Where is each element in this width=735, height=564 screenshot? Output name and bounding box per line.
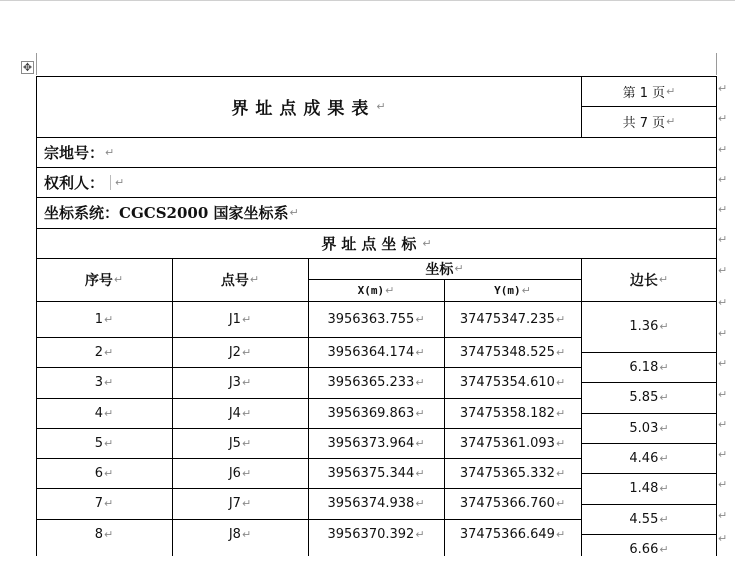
x-cell[interactable]: 3956370.392 ↵ [327, 526, 425, 542]
edge-cell[interactable]: 5.85 ↵ [629, 390, 669, 405]
seq-cell[interactable]: 4 ↵ [94, 405, 114, 421]
seq-cell[interactable]: 5 ↵ [94, 435, 114, 451]
row-end-mark: ↵ [718, 388, 728, 401]
section-title: 界址点坐标 ↵ [321, 234, 432, 253]
row-end-mark: ↵ [718, 357, 728, 370]
row-end-mark: ↵ [718, 327, 728, 340]
page-top-border [0, 0, 735, 1]
row-end-mark: ↵ [718, 532, 728, 545]
y-cell[interactable]: 37475347.235 ↵ [459, 311, 566, 327]
left-margin-mark [36, 53, 37, 75]
x-cell[interactable]: 3956363.755 ↵ [327, 311, 425, 327]
y-cell[interactable]: 37475365.332 ↵ [459, 465, 566, 481]
x-cell[interactable]: 3956365.233 ↵ [327, 375, 425, 390]
seq-cell[interactable]: 8 ↵ [94, 526, 114, 542]
edge-cell[interactable]: 6.18 ↵ [629, 359, 669, 375]
header-coord: 坐标 ↵ [425, 261, 464, 278]
coordinate-system-row[interactable]: 坐标系统：CGCS2000 国家坐标系 ↵ [44, 204, 299, 222]
x-cell[interactable]: 3956369.863 ↵ [327, 405, 425, 421]
edge-cell[interactable]: 5.03 ↵ [629, 420, 669, 436]
seq-cell[interactable]: 1 ↵ [94, 311, 114, 327]
row-end-mark: ↵ [718, 509, 728, 522]
page-total: 共 7 页 ↵ [622, 115, 676, 131]
point-cell[interactable]: J6 ↵ [228, 465, 252, 481]
seq-cell[interactable]: 3 ↵ [94, 375, 114, 390]
row-end-mark: ↵ [718, 143, 728, 156]
row-end-mark: ↵ [718, 233, 728, 246]
point-cell[interactable]: J5 ↵ [228, 435, 252, 451]
header-y: Y(m) ↵ [494, 283, 531, 297]
boundary-point-table [36, 76, 717, 556]
row-end-mark: ↵ [718, 478, 728, 491]
text-cursor [110, 175, 111, 190]
y-cell[interactable]: 37475348.525 ↵ [459, 344, 566, 360]
row-end-mark: ↵ [718, 418, 728, 431]
owner-row[interactable]: 权利人： ↵ [44, 173, 125, 192]
seq-cell[interactable]: 2 ↵ [94, 344, 114, 360]
row-end-mark: ↵ [718, 173, 728, 186]
point-cell[interactable]: J7 ↵ [228, 496, 252, 511]
x-cell[interactable]: 3956364.174 ↵ [327, 344, 425, 360]
y-cell[interactable]: 37475354.610 ↵ [459, 375, 566, 390]
page-current: 第 1 页 ↵ [622, 84, 676, 101]
row-end-mark: ↵ [718, 448, 728, 461]
edge-cell[interactable]: 6.66 ↵ [629, 541, 669, 557]
header-edge: 边长 ↵ [629, 272, 669, 289]
row-end-mark: ↵ [718, 264, 728, 277]
seq-cell[interactable]: 6 ↵ [94, 465, 114, 481]
edge-cell[interactable]: 4.46 ↵ [629, 450, 669, 466]
document-title: 界址点成果表 ↵ [231, 99, 386, 119]
table-move-handle-icon[interactable]: ✥ [22, 61, 33, 74]
row-end-mark: ↵ [718, 82, 728, 95]
point-cell[interactable]: J3 ↵ [228, 375, 252, 390]
header-seq: 序号 ↵ [84, 272, 124, 289]
row-end-mark: ↵ [718, 296, 728, 309]
x-cell[interactable]: 3956375.344 ↵ [327, 465, 425, 481]
edge-cell[interactable]: 1.48 ↵ [629, 481, 669, 496]
header-x: X(m) ↵ [357, 283, 395, 297]
parcel-number-row[interactable]: 宗地号： ↵ [44, 143, 115, 162]
edge-cell[interactable]: 1.36 ↵ [629, 319, 669, 334]
edge-cell[interactable]: 4.55 ↵ [629, 511, 669, 527]
row-end-mark: ↵ [718, 112, 728, 125]
row-end-mark: ↵ [718, 203, 728, 216]
y-cell[interactable]: 37475366.649 ↵ [459, 526, 566, 542]
right-margin-mark [716, 53, 717, 75]
y-cell[interactable]: 37475366.760 ↵ [459, 496, 566, 511]
y-cell[interactable]: 37475358.182 ↵ [459, 405, 566, 421]
point-cell[interactable]: J4 ↵ [228, 405, 252, 421]
y-cell[interactable]: 37475361.093 ↵ [459, 435, 566, 451]
point-cell[interactable]: J1 ↵ [228, 311, 252, 327]
point-cell[interactable]: J8 ↵ [228, 526, 252, 542]
seq-cell[interactable]: 7 ↵ [94, 496, 114, 511]
point-cell[interactable]: J2 ↵ [228, 344, 252, 360]
x-cell[interactable]: 3956373.964 ↵ [327, 435, 425, 451]
header-point: 点号 ↵ [220, 272, 260, 289]
x-cell[interactable]: 3956374.938 ↵ [327, 496, 425, 511]
